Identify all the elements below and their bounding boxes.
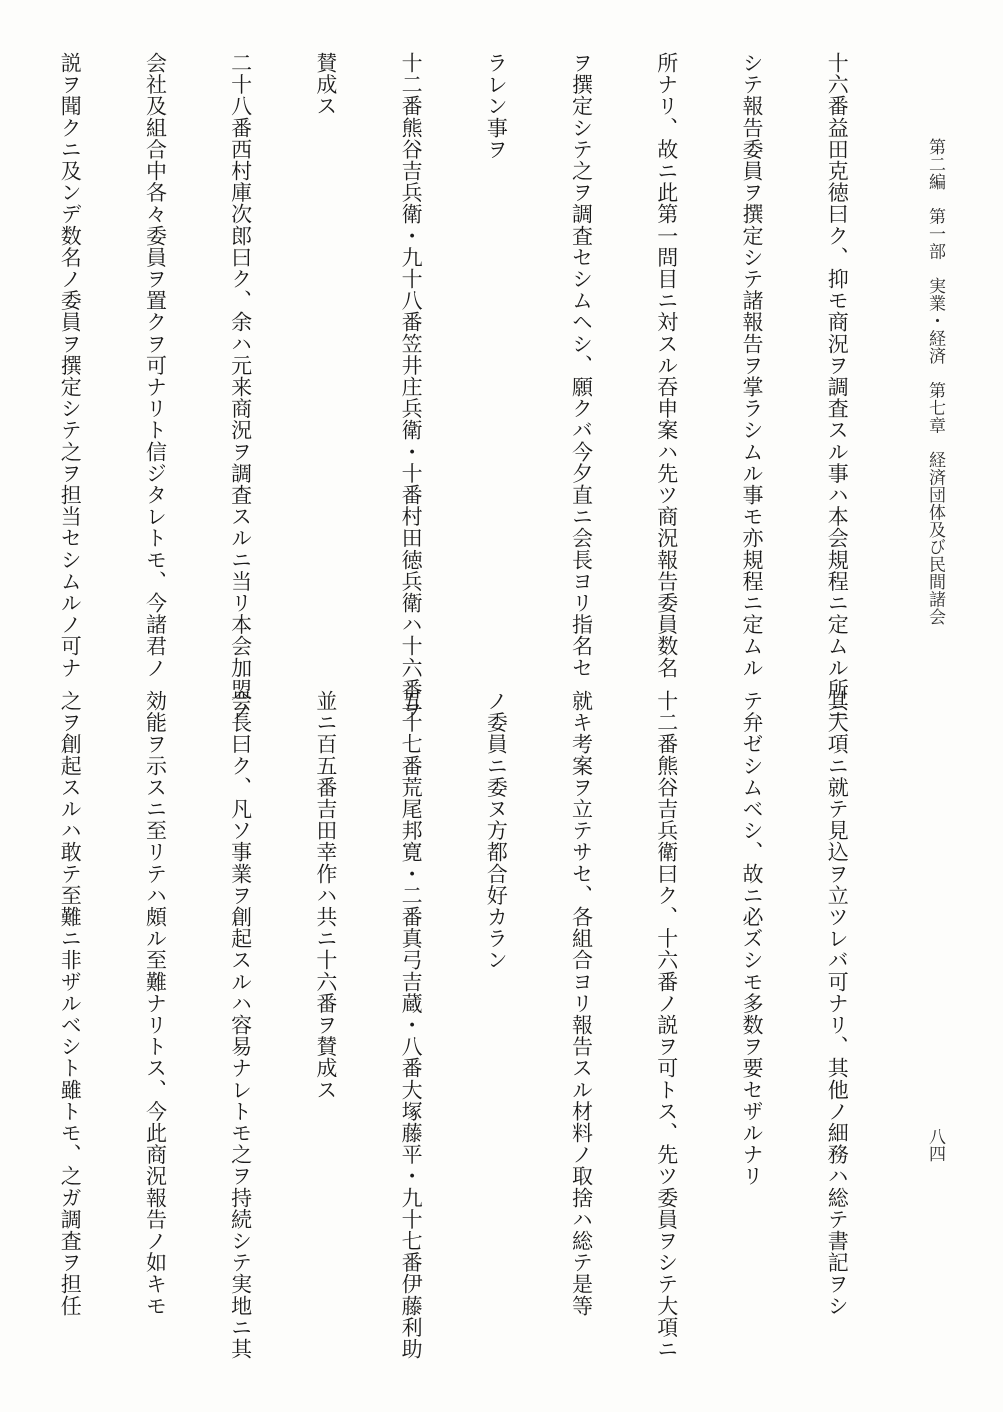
text-column: シテ報告委員ヲ撰定シテ諸報告ヲ掌ラシムル事モ亦規程ニ定ムル — [739, 52, 764, 679]
text-column: テ弁ゼシムベシ、故ニ必ズシモ多数ヲ要セザルナリ — [739, 690, 764, 1187]
text-column: 十二番熊谷吉兵衛曰ク、十六番ノ説ヲ可トス、先ツ委員ヲシテ大項ニ — [654, 690, 679, 1360]
upper-text-block — [58, 52, 908, 722]
lower-text-block — [58, 690, 908, 1360]
text-column: 五十七番荒尾邦寛・二番真弓吉蔵・八番大塚藤平・九十七番伊藤利助 — [399, 690, 424, 1360]
text-column: 並ニ百五番吉田幸作ハ共ニ十六番ヲ賛成ス — [313, 690, 338, 1101]
text-column: ヲ撰定シテ之ヲ調査セシムヘシ、願クバ今夕直ニ会長ヨリ指名セ — [569, 52, 594, 679]
text-column: ラレン事ヲ — [484, 52, 509, 160]
text-column: 会社及組合中各々委員ヲ置クヲ可ナリト信ジタレトモ、今諸君ノ — [143, 52, 168, 679]
page-number: 八四 — [925, 1128, 945, 1162]
running-head: 第二編 第一部 実業・経済 第七章 経済団体及び民間諸会 — [925, 138, 945, 626]
text-column: 二十八番西村庫次郎曰ク、余ハ元来商況ヲ調査スルニ当リ本会加盟ノ — [228, 52, 253, 722]
text-column: 十六番益田克徳曰ク、抑モ商況ヲ調査スル事ハ本会規程ニ定ムル所ニ — [825, 52, 850, 722]
text-column: 説ヲ聞クニ及ンデ数名ノ委員ヲ撰定シテ之ヲ担当セシムルノ可ナ — [58, 52, 83, 679]
text-column: 其大項ニ就テ見込ヲ立ツレバ可ナリ、其他ノ細務ハ総テ書記ヲシ — [825, 690, 850, 1317]
text-column: 賛成ス — [313, 52, 338, 117]
text-column: 就キ考案ヲ立テサセ、各組合ヨリ報告スル材料ノ取捨ハ総テ是等 — [569, 690, 594, 1317]
text-column: 会長曰ク、凡ソ事業ヲ創起スルハ容易ナレトモ之ヲ持続シテ実地ニ其 — [228, 690, 253, 1360]
text-column: ノ委員ニ委ヌ方都合好カラン — [484, 690, 509, 971]
text-column: 之ヲ創起スルハ敢テ至難ニ非ザルベシト雖トモ、之ガ調査ヲ担任 — [58, 690, 83, 1317]
text-column: 十二番熊谷吉兵衛・九十八番笠井庄兵衛・十番村田徳兵衛ハ十六番ヲ — [399, 52, 424, 722]
text-column: 所ナリ、故ニ此第一問目ニ対スル吞申案ハ先ツ商況報告委員数名 — [654, 52, 679, 679]
text-column: 効能ヲ示スニ至リテハ頗ル至難ナリトス、今此商況報告ノ如キモ — [143, 690, 168, 1317]
